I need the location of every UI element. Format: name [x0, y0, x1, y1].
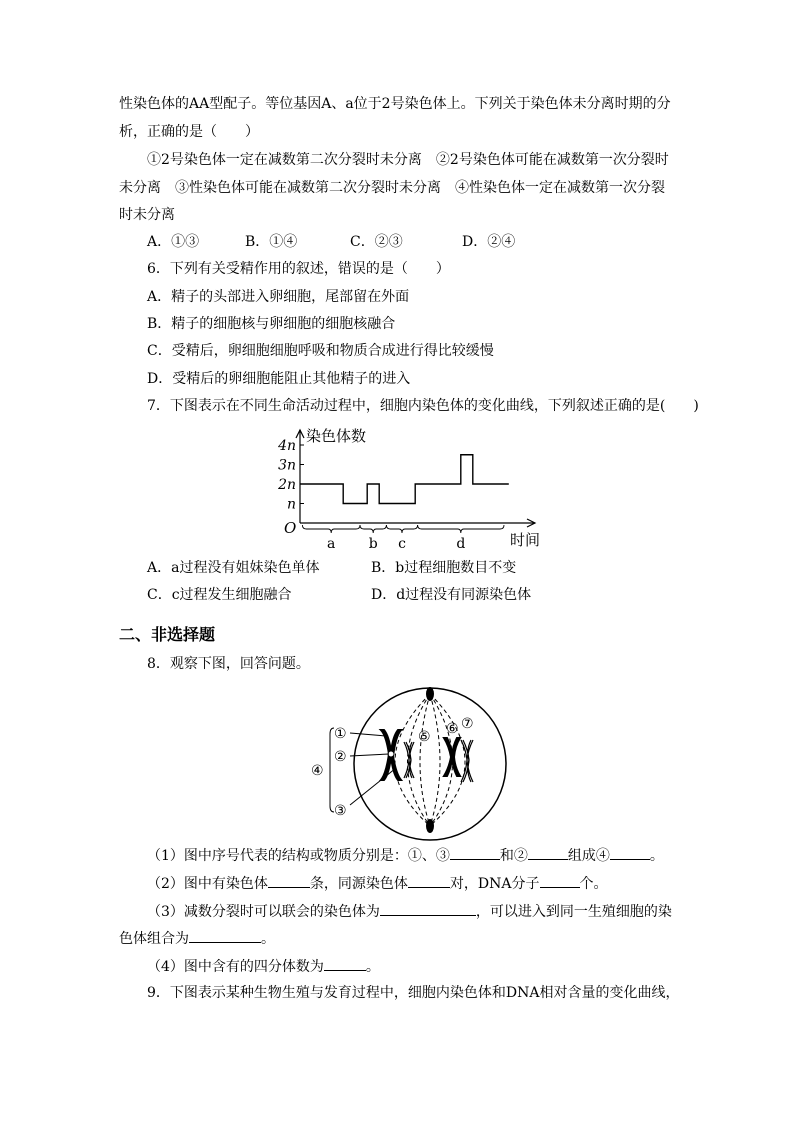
label-1: ① — [334, 726, 347, 742]
segment-label: d — [456, 536, 466, 552]
centrosome-bottom — [426, 819, 434, 833]
q5-stem-line1: 性染色体的AA型配子。等位基因A、a位于2号染色体上。下列关于染色体未分离时期的分 — [119, 96, 671, 112]
q8-sub1 — [147, 845, 664, 866]
q7-option-a: A．a过程没有姐妹染色单体 — [147, 560, 320, 576]
origin-label: O — [284, 519, 297, 537]
q8-sub1-prefix: （1）图中序号代表的结构或物质分别是：①、③ — [147, 848, 450, 864]
answer-blank[interactable] — [268, 873, 310, 888]
q5-option-a: A．①③ — [147, 234, 200, 250]
q7-option-d: D．d过程没有同源染色体 — [371, 587, 532, 603]
q8-sub4-prefix: （4）图中含有的四分体数为 — [147, 959, 324, 975]
q5-option-d: D．②④ — [462, 234, 516, 250]
leader-1 — [350, 733, 386, 736]
segment-label: b — [368, 536, 378, 552]
centrosome-top — [426, 687, 434, 701]
q8-sub2 — [147, 873, 608, 894]
q5-option-b: B．①④ — [245, 234, 298, 250]
q6-option-d: D．受精后的卵细胞能阻止其他精子的进入 — [147, 371, 411, 387]
q8-sub2-end: 个。 — [579, 876, 608, 892]
q8-sub2-prefix: （2）图中有染色体 — [147, 876, 268, 892]
q8-sub4-end: 。 — [365, 959, 380, 975]
label-3: ③ — [334, 803, 347, 819]
q5-stem-line2: 析，正确的是（ ） — [119, 124, 259, 140]
q8-sub2-mid2: 对，DNA分子 — [449, 876, 540, 892]
q7-option-b: B．b过程细胞数目不变 — [371, 560, 517, 576]
q8-sub4 — [147, 956, 380, 977]
segment-label: a — [327, 536, 336, 552]
answer-blank[interactable] — [189, 928, 261, 943]
label-2: ② — [334, 749, 347, 765]
answer-blank[interactable] — [324, 956, 366, 971]
q8-sub1-mid1: 和② — [499, 848, 528, 864]
label-7: ⑦ — [461, 716, 474, 732]
q8-sub3-end: 。 — [261, 931, 275, 947]
section-heading: 二、非选择题 — [119, 625, 216, 644]
q8-sub3-line2-prefix: 色体组合为 — [119, 931, 189, 947]
leader-2 — [350, 754, 389, 756]
q9-stem: 9．下图表示某种生物生殖与发育过程中，细胞内染色体和DNA相对含量的变化曲线， — [147, 985, 680, 1001]
label-5: ⑤ — [418, 729, 431, 745]
q5-option-c: C．②③ — [350, 234, 403, 250]
y-axis-label: 染色体数 — [306, 427, 367, 445]
q5-statements-line1: ①2号染色体一定在减数第二次分裂时未分离 ②2号染色体可能在减数第一次分裂时 — [147, 152, 669, 168]
y-tick-label: 4n — [278, 438, 296, 454]
y-tick-label: 2n — [278, 477, 296, 493]
segment-label: c — [398, 536, 406, 552]
q8-sub3-prefix: （3）减数分裂时可以联会的染色体为 — [147, 904, 380, 920]
q8-sub1-end: 。 — [649, 848, 664, 864]
q8-sub2-mid1: 条，同源染色体 — [309, 876, 408, 892]
q7-option-c: C．c过程发生细胞融合 — [147, 587, 292, 603]
chromosome-light-right — [461, 740, 473, 782]
q8-stem: 8．观察下图，回答问题。 — [147, 656, 310, 672]
answer-blank[interactable] — [408, 873, 450, 888]
x-axis-label: 时间 — [510, 531, 541, 549]
answer-blank[interactable] — [528, 845, 568, 860]
cell-membrane — [354, 688, 506, 840]
q6-stem: 6．下列有关受精作用的叙述，错误的是（ ） — [147, 261, 450, 277]
answer-blank[interactable] — [380, 901, 476, 916]
q5-statements-line2: 未分离 ③性染色体可能在减数第二次分裂时未分离 ④性染色体一定在减数第一次分裂 — [119, 180, 665, 196]
q8-sub1-mid2: 组成④ — [567, 848, 610, 864]
q6-option-c: C．受精后，卵细胞细胞呼吸和物质合成进行得比较缓慢 — [147, 343, 494, 359]
y-tick-label: n — [286, 496, 296, 513]
answer-blank[interactable] — [450, 845, 500, 860]
label-6: ⑥ — [446, 721, 459, 737]
label-4: ④ — [311, 763, 324, 779]
q8-sub3-line2 — [119, 928, 275, 949]
q5-statements-line3: 时未分离 — [119, 207, 175, 223]
q6-option-b: B．精子的细胞核与卵细胞的细胞核融合 — [147, 316, 396, 332]
y-tick-label: 3n — [278, 457, 296, 474]
q6-option-a: A．精子的头部进入卵细胞，尾部留在外面 — [147, 289, 410, 305]
q7-stem: 7．下图表示在不同生命活动过程中，细胞内染色体的变化曲线，下列叙述正确的是( ) — [147, 398, 699, 414]
q8-sub3 — [147, 901, 672, 922]
answer-blank[interactable] — [540, 873, 580, 888]
q8-sub3-mid1: ，可以进入到同一生殖细胞的染 — [475, 904, 672, 920]
answer-blank[interactable] — [610, 845, 650, 860]
